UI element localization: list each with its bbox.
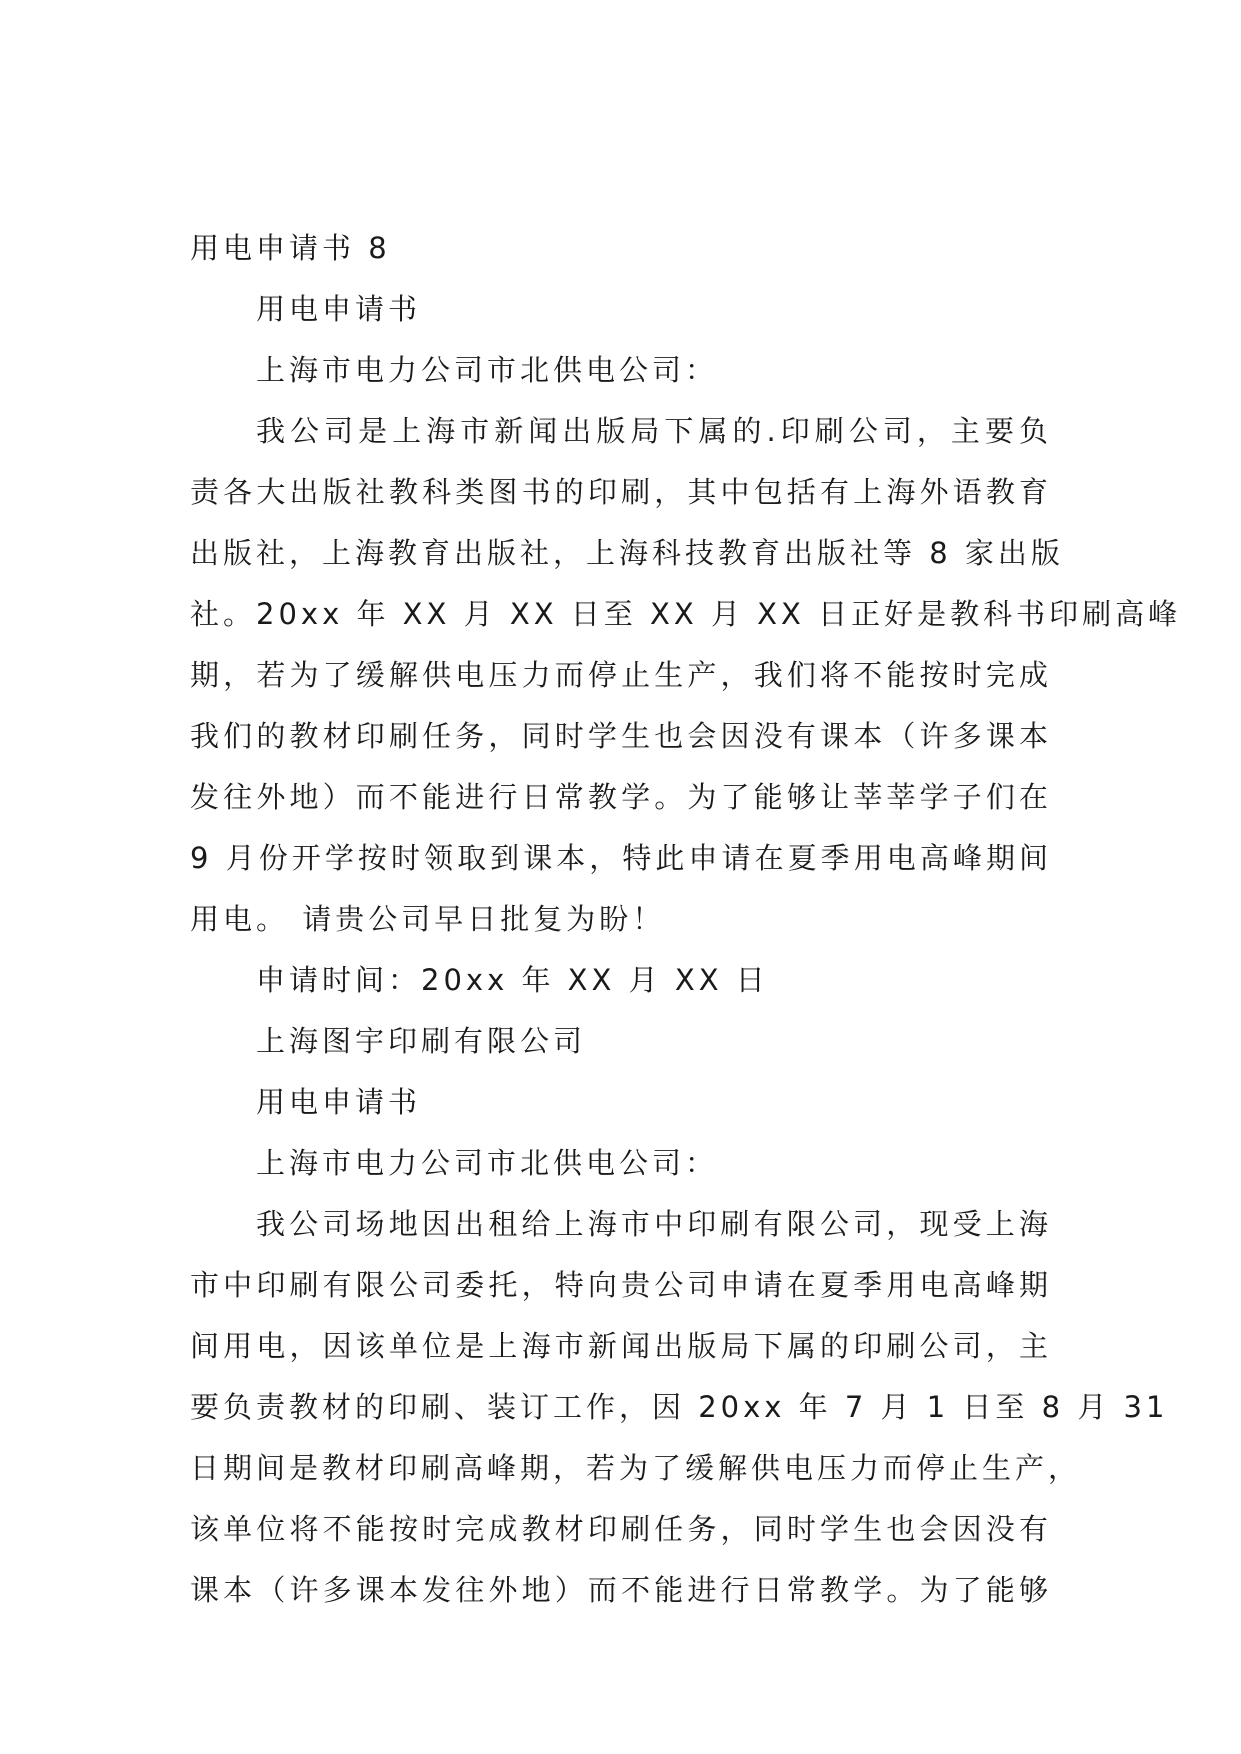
paragraph-line: 我公司场地因出租给上海市中印刷有限公司，现受上海 <box>256 1207 1052 1241</box>
paragraph-line: 课本（许多课本发往外地）而不能进行日常教学。为了能够 <box>190 1573 1052 1607</box>
paragraph-line: 出版社，上海教育出版社，上海科技教育出版社等 8 家出版 <box>190 536 1064 570</box>
paragraph-line: 我们的教材印刷任务，同时学生也会因没有课本（许多课本 <box>190 719 1052 753</box>
paragraph-line: 间用电，因该单位是上海市新闻出版局下属的印刷公司，主 <box>190 1329 1052 1363</box>
paragraph-line: 9 月份开学按时领取到课本，特此申请在夏季用电高峰期间 <box>190 841 1052 875</box>
application-date: 申请时间：20xx 年 XX 月 XX 日 <box>256 963 769 997</box>
paragraph-line: 发往外地）而不能进行日常教学。为了能够让莘莘学子们在 <box>190 780 1052 814</box>
paragraph-line: 社。20xx 年 XX 月 XX 日至 XX 月 XX 日正好是教科书印刷高峰 <box>190 597 1182 631</box>
company-signature: 上海图宇印刷有限公司 <box>256 1024 587 1058</box>
letter-recipient: 上海市电力公司市北供电公司： <box>256 353 719 387</box>
letter-recipient: 上海市电力公司市北供电公司： <box>256 1146 719 1180</box>
paragraph-line: 要负责教材的印刷、装订工作，因 20xx 年 7 月 1 日至 8 月 31 <box>190 1390 1169 1424</box>
document-heading: 用电申请书 8 <box>190 231 391 265</box>
paragraph-line: 日期间是教材印刷高峰期，若为了缓解供电压力而停止生产， <box>190 1451 1082 1485</box>
paragraph-line: 该单位将不能按时完成教材印刷任务，同时学生也会因没有 <box>190 1512 1052 1546</box>
letter-title: 用电申请书 <box>256 1085 422 1119</box>
paragraph-line: 市中印刷有限公司委托，特向贵公司申请在夏季用电高峰期 <box>190 1268 1052 1302</box>
paragraph-line: 用电。 请贵公司早日批复为盼！ <box>190 902 666 936</box>
paragraph-line: 期，若为了缓解供电压力而停止生产，我们将不能按时完成 <box>190 658 1052 692</box>
document-body <box>190 218 1182 1621</box>
paragraph-line: 责各大出版社教科类图书的印刷，其中包括有上海外语教育 <box>190 475 1052 509</box>
paragraph-line: 我公司是上海市新闻出版局下属的.印刷公司，主要负 <box>256 414 1052 448</box>
letter-title: 用电申请书 <box>256 292 422 326</box>
